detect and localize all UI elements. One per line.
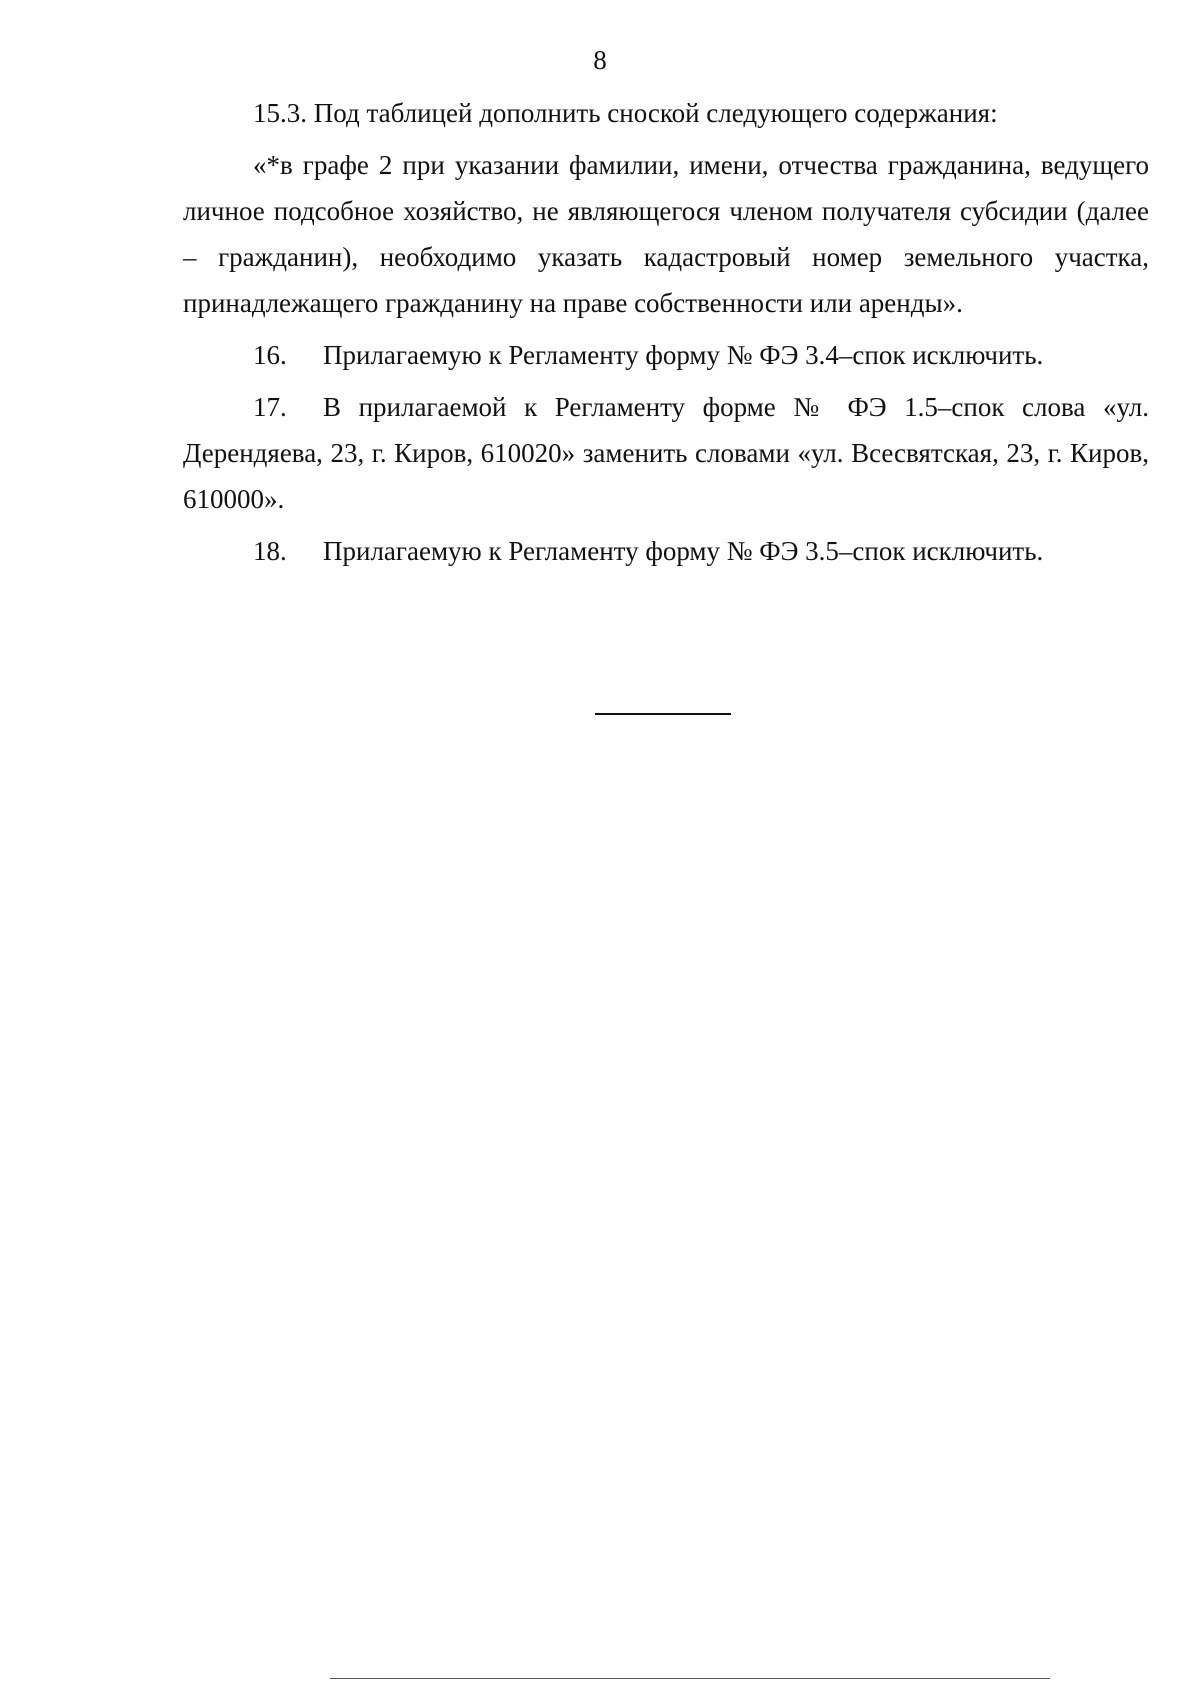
document-body [183,90,1149,580]
item-text: Прилагаемую к Регламенту форму № ФЭ 3.4–спок исключить. [323,340,1044,370]
list-item-18 [183,528,1149,574]
list-item-17 [183,384,1149,522]
item-number: 16. [253,340,287,370]
footnote-paragraph: «*в графе 2 при указании фамилии, имени, отчества гражданина, ведущего личное подсобное хозяйство, не являющегося членом получателя субсидии (далее – гражданин), необходимо указать кадастровый номер земельного участка, принадлежащего гражданину на праве собственности или аренды». [183,150,1149,318]
scan-edge-line [330,1678,1050,1679]
page-number: 8 [593,45,607,75]
item-number: 18. [253,536,287,566]
list-item-16 [183,332,1149,378]
end-of-document-rule [595,713,731,715]
item-number: 17. [253,392,287,422]
paragraph-15-3: 15.3. Под таблицей дополнить сноской следующего содержания: [253,98,998,128]
item-text: В прилагаемой к Регламенту форме № ФЭ 1.5–спок слова «ул. Дерендяева, 23, г. Киров, 610020» заменить словами «ул. Всесвятская, 23, г. Киров, 610000». [183,392,1149,514]
item-text: Прилагаемую к Регламенту форму № ФЭ 3.5–спок исключить. [323,536,1044,566]
